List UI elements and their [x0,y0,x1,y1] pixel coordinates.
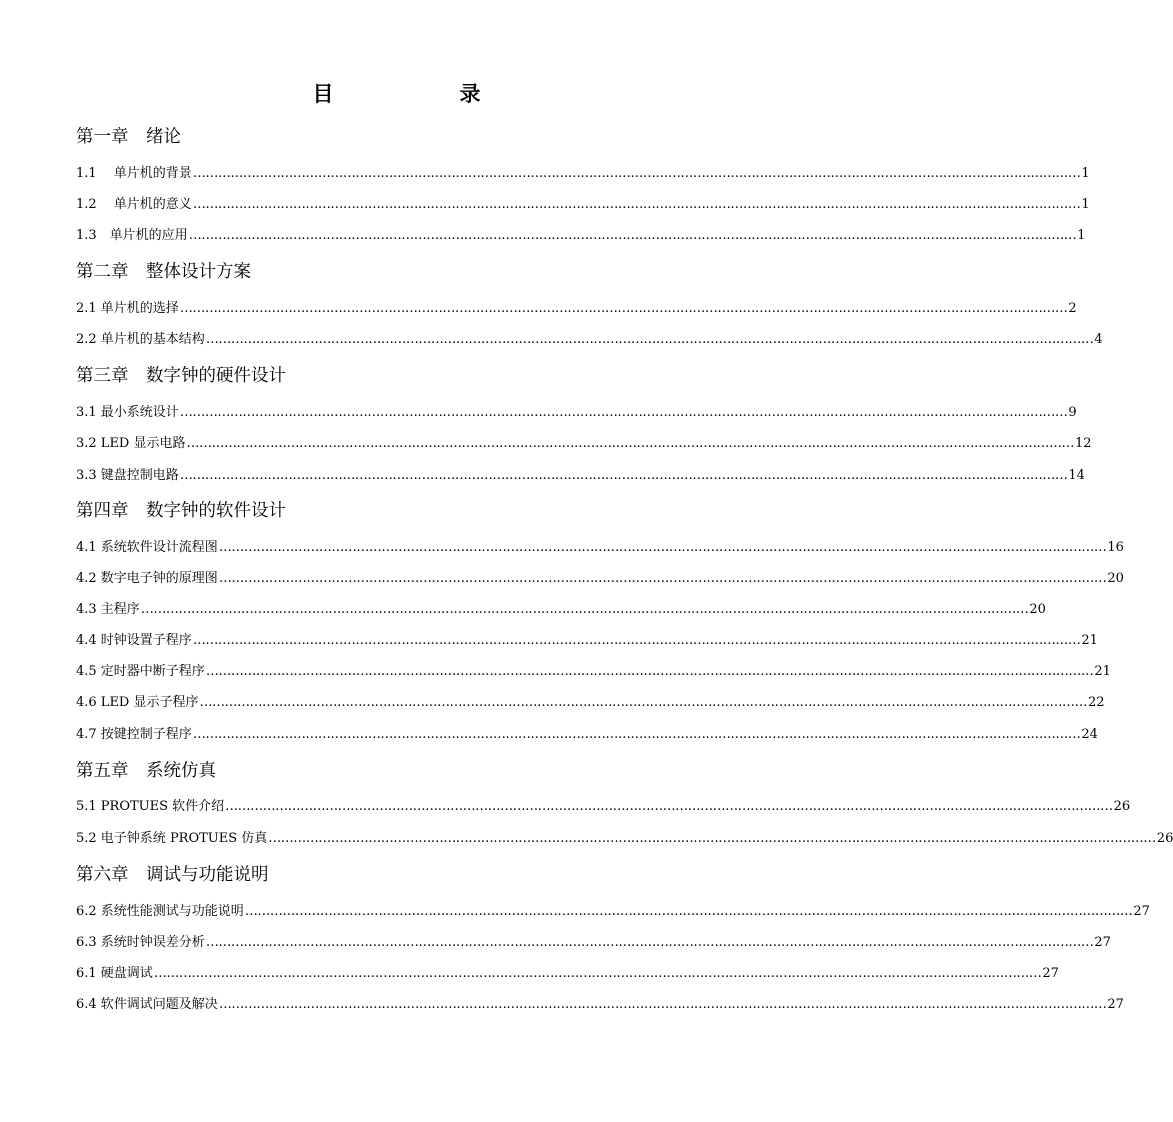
toc-entry-4-5[interactable] [76,660,1111,679]
chapter-heading-4[interactable]: 第四章 数字钟的软件设计 [76,501,286,521]
chapter-heading-5[interactable]: 第五章 系统仿真 [76,761,216,781]
entry-page-number: 21 [1094,664,1111,679]
entry-label: 6.4 软件调试问题及解决 [76,997,218,1012]
entry-page-number: 26 [1113,799,1131,814]
entry-page-number: 27 [1107,997,1124,1012]
chapter-heading-2[interactable]: 第二章 整体设计方案 [76,262,251,282]
entry-label: 4.4 时钟设置子程序 [76,633,192,648]
toc-entry-4-4[interactable] [76,629,1098,648]
entry-page-number: 14 [1068,468,1085,483]
entry-page-number: 2 [1068,301,1077,316]
entry-label: 5.2 电子钟系统 PROTUES 仿真 [76,831,268,846]
entry-page-number: 24 [1081,727,1098,742]
toc-entry-1-1[interactable] [76,162,1090,181]
leader-dots: …………………………………………………………………………………………………………………………………………………………………………………………… [186,436,1074,451]
toc-entry-4-6[interactable] [76,691,1105,710]
entry-page-number: 1 [1077,228,1086,243]
entry-page-number: 27 [1133,904,1150,919]
entry-page-number: 27 [1042,966,1059,981]
leader-dots: …………………………………………………………………………………………………………………………………………………………………………………………… [179,301,1068,316]
toc-entry-5-2[interactable] [76,827,1173,846]
entry-page-number: 9 [1068,405,1077,420]
leader-dots: …………………………………………………………………………………………………………………………………………………………………………………………… [244,904,1133,919]
entry-page-number: 12 [1075,436,1092,451]
leader-dots: …………………………………………………………………………………………………………………………………………………………………………………………… [188,228,1077,243]
entry-label: 3.2 LED 显示电路 [76,436,186,451]
chapter-heading-3[interactable]: 第三章 数字钟的硬件设计 [76,366,286,386]
entry-page-number: 26 [1156,831,1173,846]
entry-label: 5.1 PROTUES 软件介绍 [76,799,225,814]
entry-label: 1.2 单片机的意义 [76,197,192,212]
leader-dots: …………………………………………………………………………………………………………………………………………………………………………………………… [205,332,1094,347]
entry-label: 4.7 按键控制子程序 [76,727,192,742]
leader-dots: …………………………………………………………………………………………………………………………………………………………………………………………… [199,695,1087,710]
toc-entry-6-1[interactable] [76,900,1150,919]
entry-label: 4.5 定时器中断子程序 [76,664,205,679]
entry-label: 6.2 系统性能测试与功能说明 [76,904,244,919]
entry-label: 3.3 键盘控制电路 [76,468,179,483]
leader-dots: …………………………………………………………………………………………………………………………………………………………………………………………… [225,799,1113,814]
leader-dots: …………………………………………………………………………………………………………………………………………………………………………………………… [192,197,1081,212]
chapter-heading-1[interactable]: 第一章 绪论 [76,127,181,147]
toc-entry-4-2[interactable] [76,567,1124,586]
entry-label: 4.6 LED 显示子程序 [76,695,199,710]
entry-label: 1.3 单片机的应用 [76,228,188,243]
entry-label: 6.1 硬盘调试 [76,966,153,981]
leader-dots: …………………………………………………………………………………………………………………………………………………………………………………………… [218,997,1107,1012]
entry-label: 1.1 单片机的背景 [76,166,192,181]
entry-label: 3.1 最小系统设计 [76,405,179,420]
toc-entry-3-3[interactable] [76,464,1085,483]
toc-entry-1-2[interactable] [76,193,1090,212]
leader-dots: …………………………………………………………………………………………………………………………………………………………………………………………… [218,571,1107,586]
leader-dots: …………………………………………………………………………………………………………………………………………………………………………………………… [192,166,1081,181]
leader-dots: …………………………………………………………………………………………………………………………………………………………………………………………… [205,935,1094,950]
toc-entry-6-2[interactable] [76,931,1111,950]
entry-label: 2.2 单片机的基本结构 [76,332,205,347]
leader-dots: …………………………………………………………………………………………………………………………………………………………………………………………… [140,602,1029,617]
leader-dots: …………………………………………………………………………………………………………………………………………………………………………………………… [179,405,1068,420]
toc-entry-5-1[interactable] [76,795,1131,814]
leader-dots: …………………………………………………………………………………………………………………………………………………………………………………………… [192,633,1081,648]
entry-page-number: 27 [1094,935,1111,950]
toc-title: 目 录 [312,81,509,106]
entry-page-number: 22 [1088,695,1105,710]
entry-page-number: 16 [1107,540,1124,555]
entry-page-number: 4 [1094,332,1103,347]
entry-page-number: 1 [1081,166,1090,181]
toc-entry-1-3[interactable] [76,224,1086,243]
toc-entry-4-3[interactable] [76,598,1046,617]
entry-label: 4.1 系统软件设计流程图 [76,540,218,555]
leader-dots: …………………………………………………………………………………………………………………………………………………………………………………………… [192,727,1081,742]
entry-label: 4.2 数字电子钟的原理图 [76,571,218,586]
toc-entry-2-1[interactable] [76,297,1077,316]
toc-entry-6-4[interactable] [76,993,1124,1012]
entry-label: 4.3 主程序 [76,602,140,617]
toc-entry-3-2[interactable] [76,432,1092,451]
leader-dots: …………………………………………………………………………………………………………………………………………………………………………………………… [218,540,1107,555]
entry-page-number: 1 [1081,197,1090,212]
chapter-heading-6[interactable]: 第六章 调试与功能说明 [76,865,269,885]
leader-dots: …………………………………………………………………………………………………………………………………………………………………………………………… [268,831,1156,846]
leader-dots: …………………………………………………………………………………………………………………………………………………………………………………………… [153,966,1042,981]
entry-page-number: 20 [1107,571,1124,586]
leader-dots: …………………………………………………………………………………………………………………………………………………………………………………………… [179,468,1068,483]
entry-label: 6.3 系统时钟误差分析 [76,935,205,950]
toc-entry-4-7[interactable] [76,723,1098,742]
leader-dots: …………………………………………………………………………………………………………………………………………………………………………………………… [205,664,1094,679]
toc-entry-4-1[interactable] [76,536,1124,555]
entry-page-number: 21 [1081,633,1098,648]
entry-label: 2.1 单片机的选择 [76,301,179,316]
toc-entry-3-1[interactable] [76,401,1077,420]
toc-entry-2-2[interactable] [76,328,1103,347]
toc-entry-6-3[interactable] [76,962,1059,981]
entry-page-number: 20 [1029,602,1046,617]
